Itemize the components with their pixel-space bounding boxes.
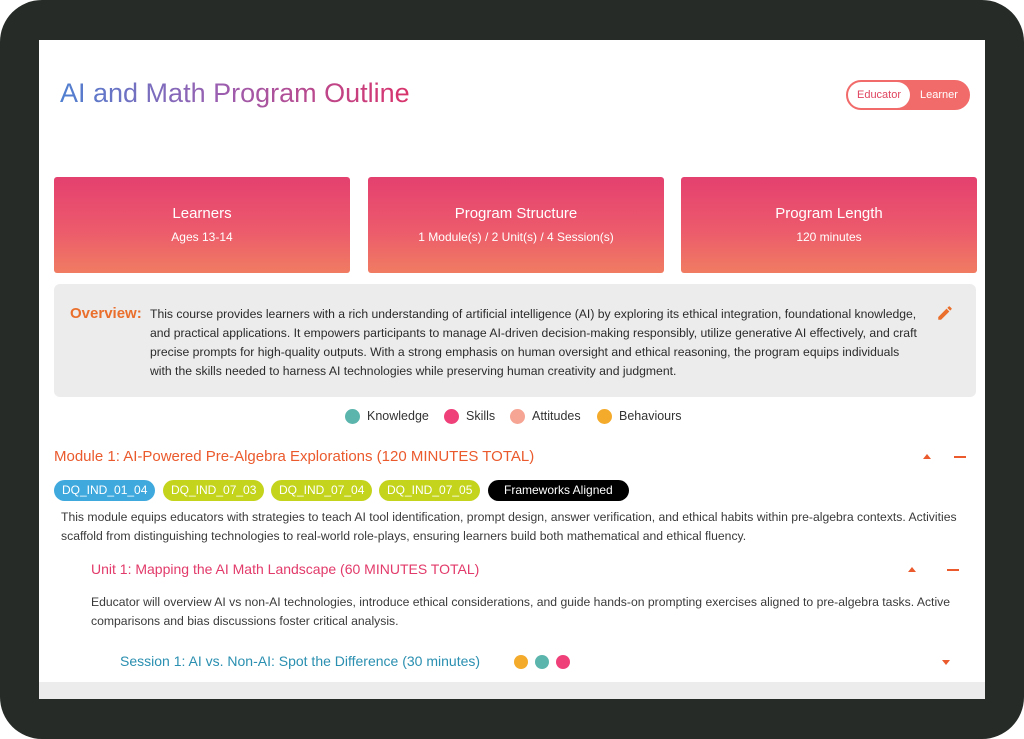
card-value: 120 minutes <box>796 230 862 244</box>
card-value: 1 Module(s) / 2 Unit(s) / 4 Session(s) <box>418 230 614 244</box>
minimize-icon[interactable] <box>954 456 966 458</box>
tag-dq-ind-07-03[interactable]: DQ_IND_07_03 <box>163 480 264 501</box>
tag-dq-ind-01-04[interactable]: DQ_IND_01_04 <box>54 480 155 501</box>
legend-item-attitudes <box>510 409 581 424</box>
learners-card <box>54 177 350 273</box>
tag-dq-ind-07-04[interactable]: DQ_IND_07_04 <box>271 480 372 501</box>
frameworks-aligned-badge[interactable]: Frameworks Aligned <box>488 480 629 501</box>
tag-dq-ind-07-05[interactable]: DQ_IND_07_05 <box>379 480 480 501</box>
module-title[interactable]: Module 1: AI-Powered Pre-Algebra Explorations (120 MINUTES TOTAL) <box>54 448 535 465</box>
module-description: This module equips educators with strategies to teach AI tool identification, prompt design, answer verification, and ethical habits within pre-algebra contexts. Activities scaffold from distinguishing technologies to real-world role-plays, ensuring learners build both mathematical and ethical fluency. <box>61 510 957 543</box>
app-screen <box>39 40 985 699</box>
expand-down-icon[interactable] <box>942 660 950 665</box>
footer-bar <box>39 682 985 699</box>
card-title: Program Length <box>775 205 883 222</box>
learner-toggle-option[interactable]: Learner <box>920 89 958 101</box>
legend-item-skills <box>444 409 495 424</box>
behaviours-dot-icon <box>597 409 612 424</box>
minimize-icon[interactable] <box>947 569 959 571</box>
program-length-card <box>681 177 977 273</box>
card-title: Program Structure <box>454 205 578 222</box>
knowledge-dot-icon <box>345 409 360 424</box>
overview-text: This course provides learners with a rich understanding of artificial intelligence (AI) by exploring its ethical integration, foundational knowledge, and practical applications. It empowers participants to manage AI-driven decision-making responsibly, utilize generative AI effectively, and craft precise prompts for high-quality outputs. With a strong emphasis on human oversight and ethical reasoning, the program equips individuals with the skills needed to harness AI technologies while preserving human creativity and judgment. <box>150 307 917 378</box>
pencil-edit-icon[interactable] <box>936 304 954 322</box>
skills-dot-icon <box>444 409 459 424</box>
educator-toggle-option[interactable]: Educator <box>848 82 910 108</box>
page-title: AI and Math Program Outline <box>60 78 410 108</box>
program-structure-card <box>368 177 664 273</box>
collapse-up-icon[interactable] <box>923 454 931 459</box>
card-value: Ages 13-14 <box>171 230 233 244</box>
attitudes-dot-icon <box>510 409 525 424</box>
legend-label: Attitudes <box>532 409 581 423</box>
legend-label: Knowledge <box>367 409 429 423</box>
skills-dot-icon <box>556 655 570 669</box>
unit-description: Educator will overview AI vs non-AI technologies, introduce ethical considerations, and guide hands-on prompting exercises aligned to pre-algebra tasks. Active comparisons and bias discussions foster critical analysis. <box>91 595 951 628</box>
card-title: Learners <box>172 205 232 222</box>
overview-label: Overview: <box>70 305 142 322</box>
collapse-up-icon[interactable] <box>908 567 916 572</box>
session-title[interactable]: Session 1: AI vs. Non-AI: Spot the Difference (30 minutes) <box>120 653 481 669</box>
behaviours-dot-icon <box>514 655 528 669</box>
knowledge-dot-icon <box>535 655 549 669</box>
legend-item-behaviours <box>597 409 682 424</box>
legend-label: Skills <box>466 409 496 423</box>
overview-panel <box>54 284 976 397</box>
legend-label: Behaviours <box>619 409 682 423</box>
role-toggle[interactable] <box>846 80 970 110</box>
unit-title[interactable]: Unit 1: Mapping the AI Math Landscape (60 MINUTES TOTAL) <box>91 561 480 577</box>
legend-item-knowledge <box>345 409 429 424</box>
